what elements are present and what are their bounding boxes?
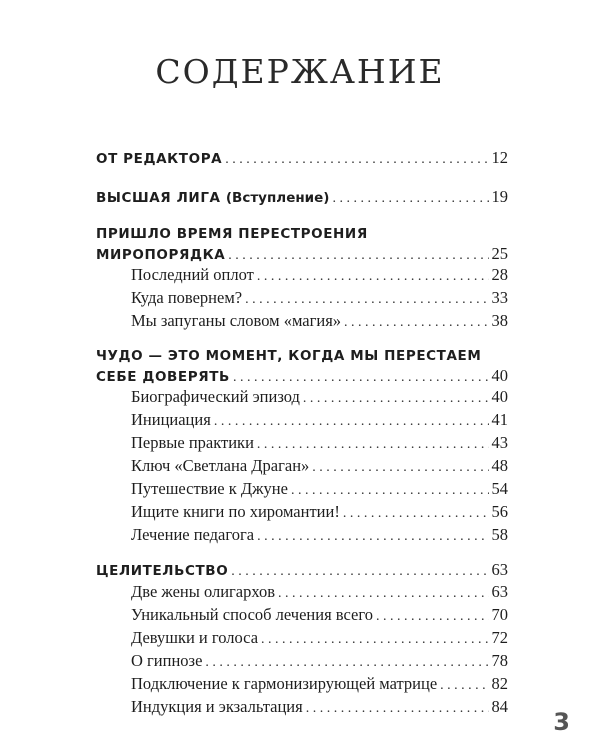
toc-subentry[interactable] xyxy=(131,311,508,331)
leader-dots xyxy=(228,248,488,264)
leader-dots xyxy=(245,292,488,308)
leader-dots xyxy=(440,678,488,694)
leader-dots xyxy=(306,701,489,717)
page-title: СОДЕРЖАНИЕ xyxy=(155,52,445,91)
toc-entry-page: 38 xyxy=(491,311,508,330)
toc-entry-page: 70 xyxy=(491,605,508,624)
toc-entry-title: МИРОПОРЯДКА xyxy=(96,247,226,263)
toc-entry-page: 41 xyxy=(491,410,508,429)
toc-entry-title: Лечение педагога xyxy=(131,525,255,544)
toc-subentry[interactable] xyxy=(131,479,508,499)
toc-subentry[interactable] xyxy=(131,628,508,648)
toc-entry-title: СЕБЕ ДОВЕРЯТЬ xyxy=(96,369,230,385)
toc-entry-page: 28 xyxy=(491,265,508,284)
toc-entry-page: 12 xyxy=(491,148,508,167)
toc-subentry[interactable] xyxy=(131,674,508,694)
toc-subentry[interactable] xyxy=(131,387,508,407)
toc-entry-chapter1[interactable] xyxy=(96,244,508,264)
toc-entry-page: 72 xyxy=(491,628,508,647)
toc-entry-title: Куда повернем? xyxy=(131,288,243,307)
leader-dots xyxy=(214,414,489,430)
page-number: 3 xyxy=(553,708,570,736)
toc-entry-page: 78 xyxy=(491,651,508,670)
toc-entry-chapter3[interactable] xyxy=(96,560,508,580)
toc-subentry[interactable] xyxy=(131,502,508,522)
toc-entry-page: 56 xyxy=(491,502,508,521)
toc-subentry[interactable] xyxy=(131,410,508,430)
toc-entry-title: Инициация xyxy=(131,410,211,429)
toc-entry-page: 84 xyxy=(491,697,508,716)
toc-entry-title: Ключ «Светлана Драган» xyxy=(131,456,310,475)
chapter-heading: ЧУДО — ЭТО МОМЕНТ, КОГДА МЫ ПЕРЕСТАЕМ xyxy=(96,348,482,364)
leader-dots xyxy=(233,370,489,386)
toc-entry-intro[interactable] xyxy=(96,187,508,207)
toc-entry-title: Две жены олигархов xyxy=(131,582,276,601)
toc-entry-title: Мы запуганы словом «магия» xyxy=(131,311,342,330)
toc-entry-title: Уникальный способ лечения всего xyxy=(131,605,373,624)
toc-subentry[interactable] xyxy=(131,582,508,602)
toc-entry-title: Подключение к гармонизирующей матрице xyxy=(131,674,438,693)
toc-entry-title: Путешествие к Джуне xyxy=(131,479,288,498)
chapter-heading: ПРИШЛО ВРЕМЯ ПЕРЕСТРОЕНИЯ xyxy=(96,226,368,242)
toc-entry-title: ЦЕЛИТЕЛЬСТВО xyxy=(96,563,229,579)
toc-entry-page: 40 xyxy=(491,366,508,385)
leader-dots xyxy=(231,564,488,580)
toc-entry-page: 25 xyxy=(491,244,508,263)
leader-dots xyxy=(278,586,488,602)
toc-subentry[interactable] xyxy=(131,525,508,545)
toc-entry-title: Девушки и голоса xyxy=(131,628,259,647)
leader-dots xyxy=(303,391,489,407)
leader-dots xyxy=(376,609,489,625)
leader-dots xyxy=(225,152,488,168)
leader-dots xyxy=(205,655,488,671)
toc-subentry[interactable] xyxy=(131,651,508,671)
toc-entry-title: Индукция и экзальтация xyxy=(131,697,303,716)
toc-entry-subtitle: (Вступление) xyxy=(225,190,330,206)
leader-dots xyxy=(332,191,488,207)
toc-subentry[interactable] xyxy=(131,288,508,308)
toc-entry-title: О гипнозе xyxy=(131,651,203,670)
toc-subentry[interactable] xyxy=(131,433,508,453)
toc-entry-chapter2[interactable] xyxy=(96,366,508,386)
toc-subentry[interactable] xyxy=(131,605,508,625)
leader-dots xyxy=(312,460,488,476)
toc-entry-page: 82 xyxy=(491,674,508,693)
toc-entry-title: Ищите книги по хиромантии! xyxy=(131,502,340,521)
toc-subentry[interactable] xyxy=(131,697,508,717)
toc-entry-page: 63 xyxy=(491,582,508,601)
leader-dots xyxy=(257,437,489,453)
leader-dots xyxy=(344,315,488,331)
leader-dots xyxy=(257,269,489,285)
toc-entry-title: Последний оплот xyxy=(131,265,254,284)
toc-entry-page: 58 xyxy=(491,525,508,544)
toc-entry-page: 40 xyxy=(491,387,508,406)
toc-entry-title: Биографический эпизод xyxy=(131,387,300,406)
toc-entry-page: 43 xyxy=(491,433,508,452)
toc-entry-page: 63 xyxy=(491,560,508,579)
toc-subentry[interactable] xyxy=(131,265,508,285)
leader-dots xyxy=(291,483,489,499)
leader-dots xyxy=(257,529,488,545)
toc-entry-page: 54 xyxy=(491,479,508,498)
toc-entry-page: 33 xyxy=(491,288,508,307)
leader-dots xyxy=(343,506,489,522)
toc-entry-title: ОТ РЕДАКТОРА xyxy=(96,151,223,167)
toc-entry-title: Первые практики xyxy=(131,433,254,452)
toc-entry-title: ВЫСШАЯ ЛИГА xyxy=(96,190,221,206)
toc-entry-page: 19 xyxy=(491,187,508,206)
toc-entry-page: 48 xyxy=(491,456,508,475)
leader-dots xyxy=(261,632,488,648)
toc-subentry[interactable] xyxy=(131,456,508,476)
toc-entry-editor[interactable] xyxy=(96,148,508,168)
